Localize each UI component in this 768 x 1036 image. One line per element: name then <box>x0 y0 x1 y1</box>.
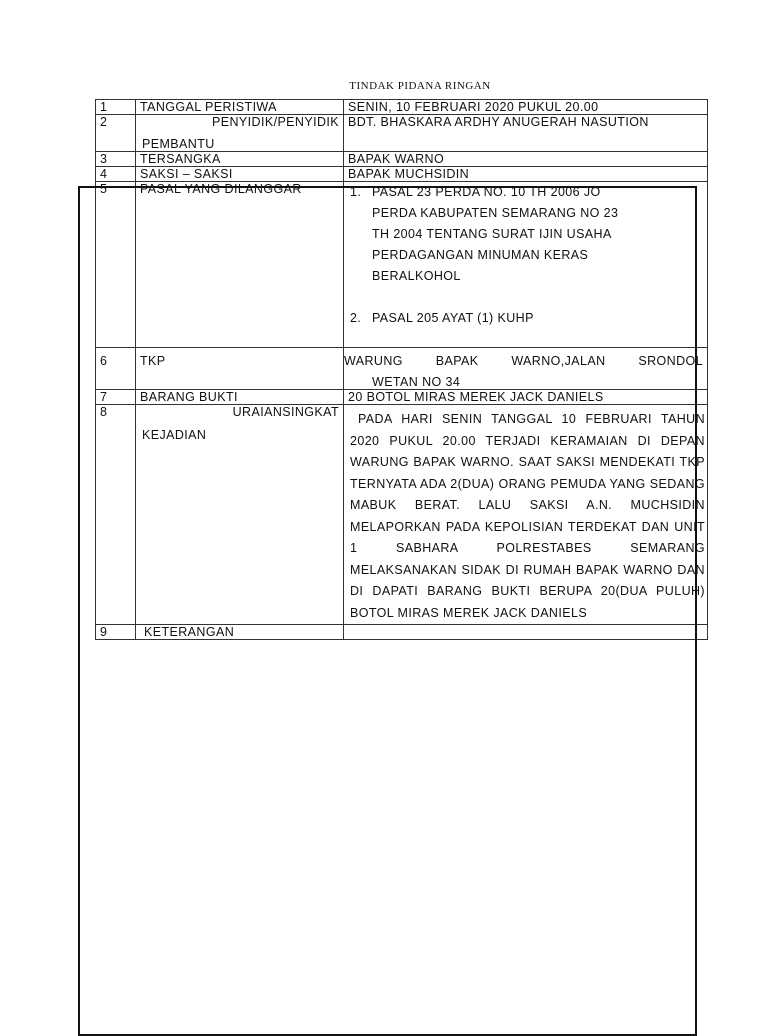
row-number: 5 <box>96 182 136 348</box>
row-number: 2 <box>96 115 136 152</box>
row-number: 1 <box>96 100 136 115</box>
table-row <box>96 152 708 167</box>
row-label: PASAL YANG DILANGGAR <box>136 182 344 348</box>
pasal-list <box>350 182 707 329</box>
row-number: 8 <box>96 405 136 625</box>
list-item-line: PASAL 205 AYAT (1) KUHP <box>372 311 534 325</box>
chronology-text: PADA HARI SENIN TANGGAL 10 FEBRUARI TAHUN 2020 PUKUL 20.00 TERJADI KERAMAIAN DI DEPAN WARUNG BAPAK WARNO. SAAT SAKSI MENDEKATI TKP TERNYATA ADA 2(DUA) ORANG PEMUDA YANG SEDANG MABUK BERAT. LALU SAKSI A.N. MUCHSIDIN MELAPORKAN PADA KEPOLISIAN TERDEKAT DAN UNIT 1 SABHARA POLRESTABES SEMARANG MELAKSANAKAN SIDAK DI RUMAH BAPAK WARNO DAN DI DAPATI BARANG BUKTI BERUPA 20(DUA PULUH) BOTOL MIRAS MEREK JACK DANIELS <box>350 412 705 620</box>
list-item-line: PERDA KABUPATEN SEMARANG NO 23 <box>372 206 619 220</box>
list-item-number: 2. <box>350 311 362 325</box>
list-item-text <box>372 182 707 287</box>
list-item <box>350 308 707 329</box>
document-title: TINDAK PIDANA RINGAN <box>349 80 491 92</box>
case-table <box>95 99 708 640</box>
row-value: SENIN, 10 FEBRUARI 2020 PUKUL 20.00 <box>344 100 708 115</box>
row-value: BDT. BHASKARA ARDHY ANUGERAH NASUTION <box>344 115 708 152</box>
row-label: SAKSI – SAKSI <box>136 167 344 182</box>
row-number: 7 <box>96 390 136 405</box>
list-item-line: BERALKOHOL <box>372 269 461 283</box>
table-row <box>96 115 708 152</box>
tkp-line-1 <box>344 354 707 368</box>
row-value: BAPAK WARNO <box>344 152 708 167</box>
list-item <box>350 182 707 287</box>
tkp-line-2: WETAN NO 34 <box>372 375 461 389</box>
row-label-line: PENYIDIK/PENYIDIK <box>212 115 339 129</box>
row-label-line: KEJADIAN <box>142 428 207 442</box>
row-value <box>344 348 708 390</box>
row-value: BAPAK MUCHSIDIN <box>344 167 708 182</box>
list-item-line: PERDAGANGAN MINUMAN KERAS <box>372 248 589 262</box>
row-value <box>344 625 708 640</box>
tkp-word: SRONDOL <box>638 354 703 368</box>
tkp-word: WARNO,JALAN <box>511 354 606 368</box>
row-label: BARANG BUKTI <box>136 390 344 405</box>
row-label <box>136 405 344 625</box>
list-item-line: TH 2004 TENTANG SURAT IJIN USAHA <box>372 227 612 241</box>
row-number: 9 <box>96 625 136 640</box>
row-label: TERSANGKA <box>136 152 344 167</box>
row-value <box>344 182 708 348</box>
list-item-text <box>372 308 707 329</box>
table-row <box>96 625 708 640</box>
row-value: 20 BOTOL MIRAS MEREK JACK DANIELS <box>344 390 708 405</box>
row-label <box>136 115 344 152</box>
row-label: TANGGAL PERISTIWA <box>136 100 344 115</box>
row-number: 6 <box>96 348 136 390</box>
table-row <box>96 405 708 625</box>
row-label-line: URAIANSINGKAT <box>232 405 339 419</box>
table-row <box>96 167 708 182</box>
list-item-line: PASAL 23 PERDA NO. 10 TH 2006 JO <box>372 185 601 199</box>
table-row <box>96 390 708 405</box>
table-row <box>96 182 708 348</box>
row-label: KETERANGAN <box>136 625 344 640</box>
row-number: 3 <box>96 152 136 167</box>
row-number: 4 <box>96 167 136 182</box>
table-row <box>96 100 708 115</box>
tkp-word: WARUNG <box>344 354 403 368</box>
list-item-number: 1. <box>350 185 362 199</box>
row-label: TKP <box>136 348 344 390</box>
row-value <box>344 405 708 625</box>
row-label-line: PEMBANTU <box>142 137 215 151</box>
tkp-word: BAPAK <box>435 354 479 368</box>
table-row <box>96 348 708 390</box>
